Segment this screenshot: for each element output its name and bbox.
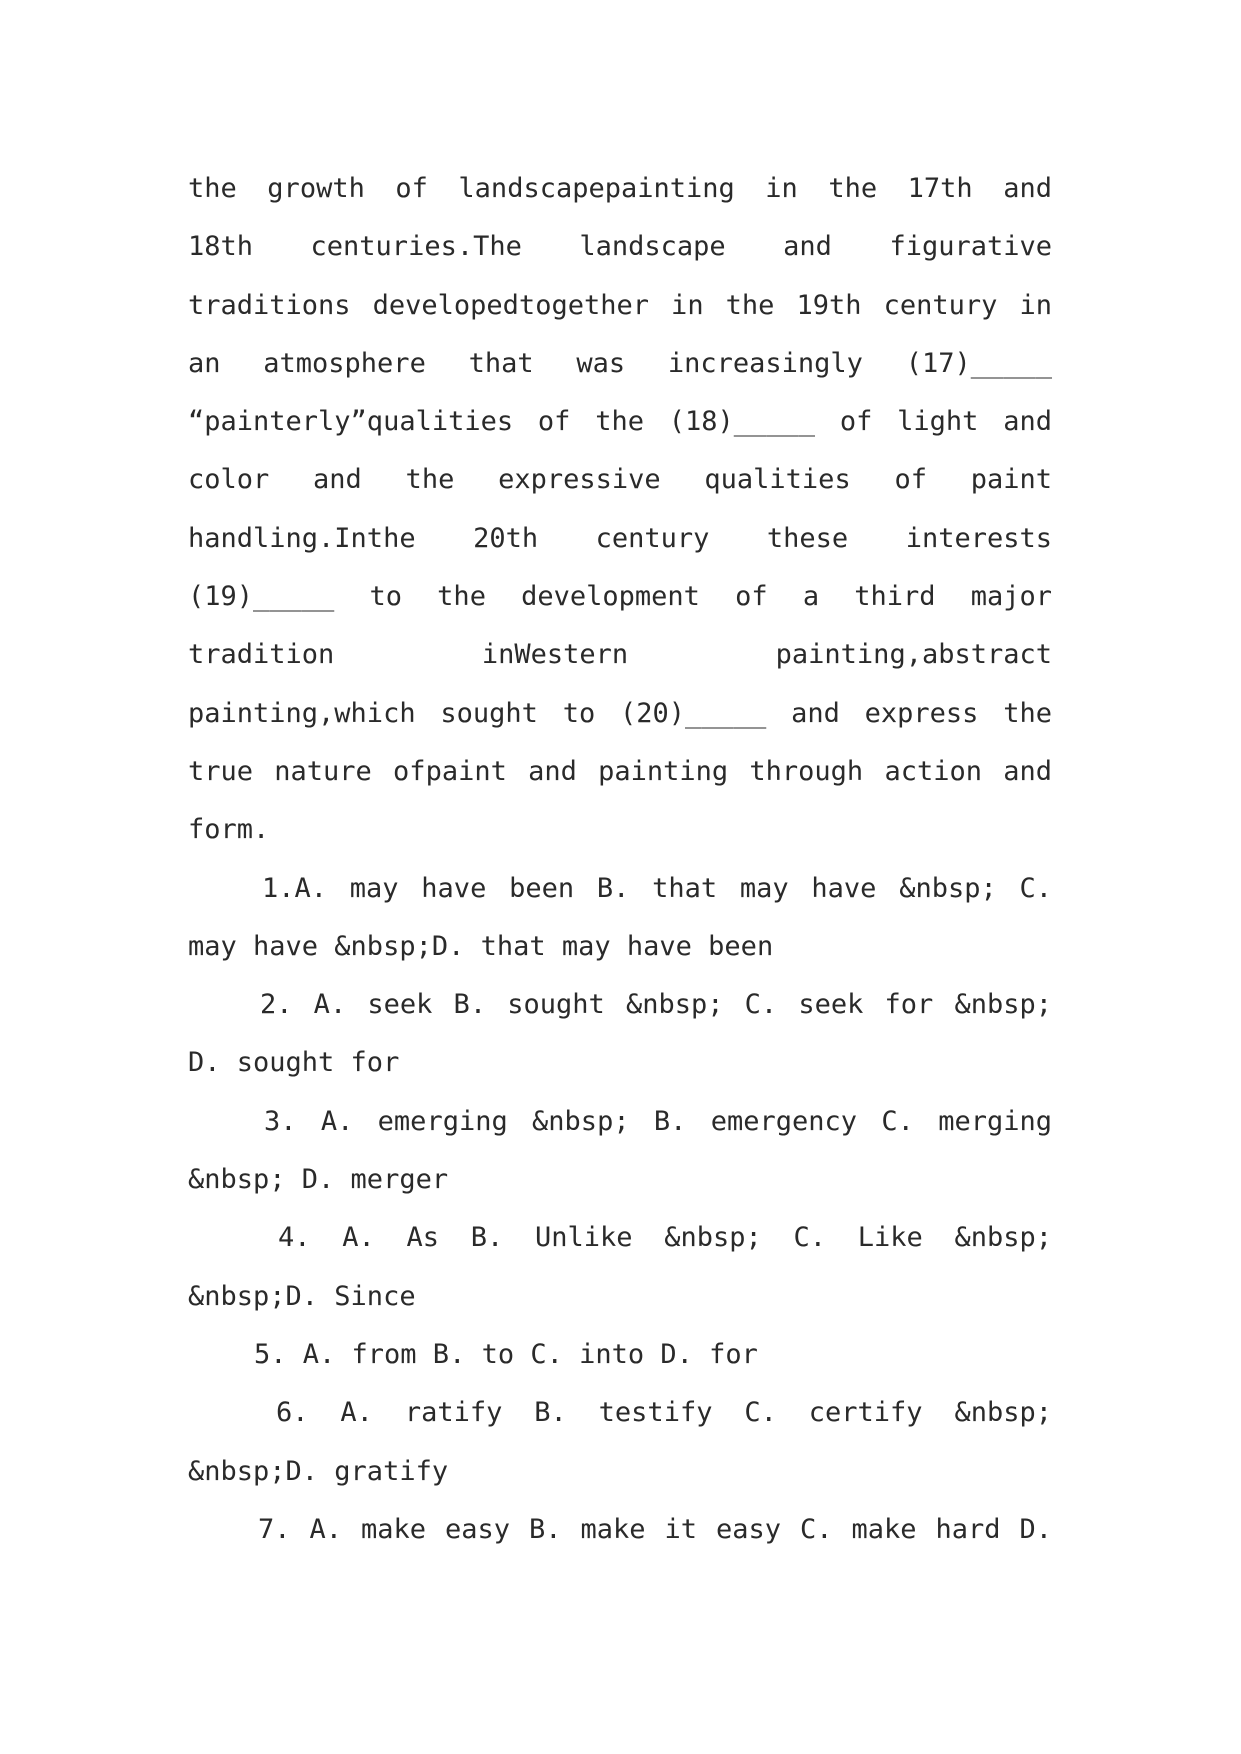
question-line: &nbsp; D. merger [188,1164,449,1196]
passage-line: an atmosphere that was increasingly (17)_____ [188,347,1052,379]
question-line: may have &nbsp;D. that may have been [188,930,774,962]
passage-line: color and the expressive qualities of paint [188,464,1052,496]
passage-line: handling.Inthe 20th century these interests [188,522,1052,554]
question-line: D. sought for [188,1047,400,1079]
passage-line: form. [188,814,270,846]
cloze-passage [188,160,1052,860]
passage-line: 18th centuries.The landscape and figurative [188,231,1052,263]
passage-line: true nature ofpaint and painting through action and [188,755,1052,787]
passage-line: tradition inWestern painting,abstract [188,639,1052,671]
passage-line: “painterly”qualities of the (18)_____ of light and [188,406,1052,438]
question-line: &nbsp;D. gratify [188,1455,449,1487]
passage-line: painting,which sought to (20)_____ and express the [188,697,1052,729]
question-line: 4. A. As B. Unlike &nbsp; C. Like &nbsp; [278,1222,1052,1254]
question-line: 1.A. may have been B. that may have &nbsp; C. [262,872,1052,904]
question-line: &nbsp;D. Since [188,1280,416,1312]
question-line: 7. A. make easy B. make it easy C. make hard D. [258,1513,1052,1545]
document-page [188,160,1052,1559]
question-line: 5. A. from B. to C. into D. for [254,1338,758,1370]
passage-line: traditions developedtogether in the 19th century in [188,289,1052,321]
passage-line: (19)_____ to the development of a third major [188,581,1052,613]
question-list [188,860,1052,1560]
question-line: 3. A. emerging &nbsp; B. emergency C. merging [264,1105,1052,1137]
passage-line: the growth of landscapepainting in the 17th and [188,173,1052,204]
question-line: 6. A. ratify B. testify C. certify &nbsp; [276,1397,1052,1429]
question-line: 2. A. seek B. sought &nbsp; C. seek for &nbsp; [260,989,1052,1021]
